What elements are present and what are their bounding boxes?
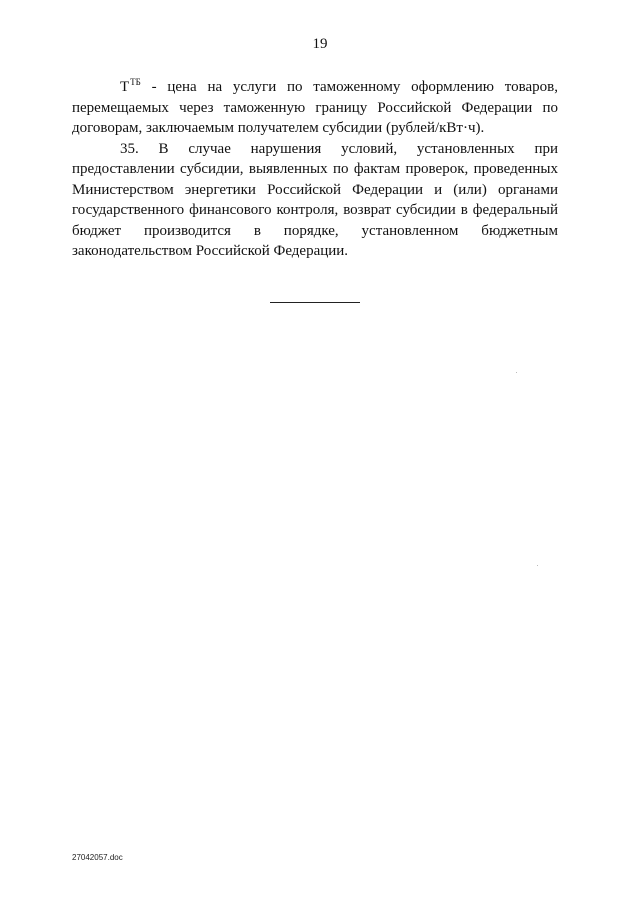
page-number: 19 bbox=[312, 36, 328, 52]
ttb-symbol-letter: Т bbox=[120, 79, 130, 95]
ttb-symbol bbox=[120, 79, 141, 95]
end-of-text-rule bbox=[270, 302, 360, 303]
ttb-symbol-superscript: ТБ bbox=[130, 77, 141, 87]
paragraph-35: 35. В случае нарушения условий, установленных при предоставлении субсидии, выявленных по фактам проверок, проведенных Министерством энергетики Российской Федерации и (или) органами государственного финансового контроля, возврат субсидии в федеральный бюджет производится в порядке, установленном бюджетным законодательством Российской Федерации. bbox=[72, 140, 558, 259]
footer-document-code: 27042057.doc bbox=[72, 853, 123, 862]
scan-artifact-dot bbox=[537, 565, 538, 566]
paragraph-ttb-definition bbox=[72, 72, 558, 139]
ttb-definition-text: - цена на услуги по таможенному оформлению товаров, перемещаемых через таможенную границу Российской Федерации по договорам, заключаемым получателем субсидии (рублей/кВт·ч). bbox=[72, 79, 558, 136]
scan-artifact-dot bbox=[516, 372, 517, 373]
document-body bbox=[72, 72, 558, 262]
